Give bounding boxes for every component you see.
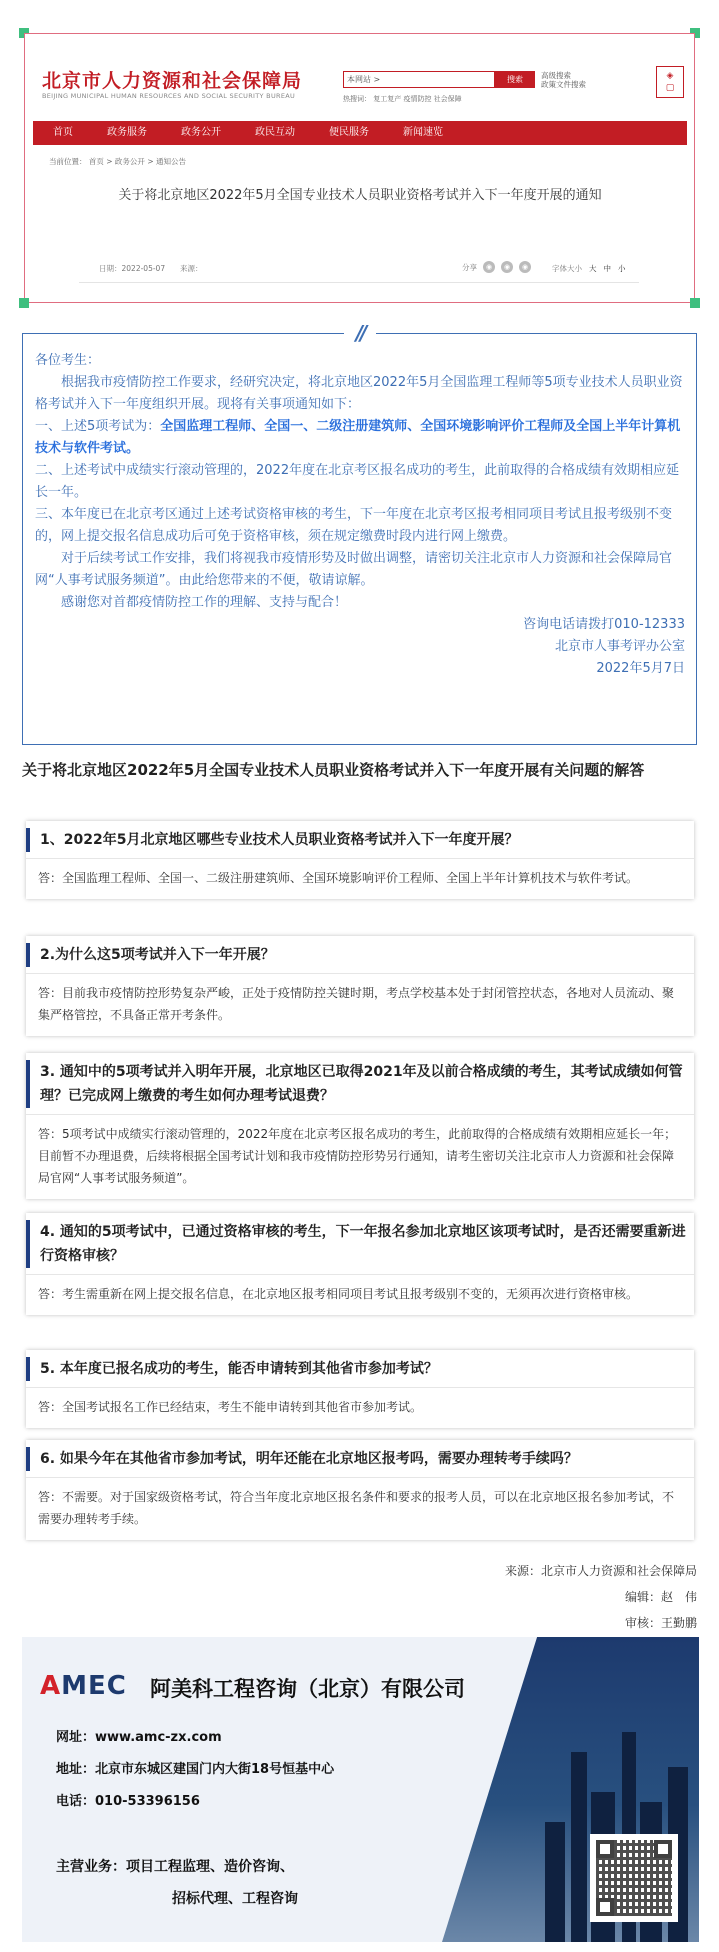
notice-box [22,333,697,745]
ad-business-line-1: 主营业务：项目工程监理、造价咨询、 [56,1859,294,1875]
article-title: 关于将北京地区2022年5月全国专业技术人员职业资格考试并入下一年度开展的通知 [118,188,602,203]
credit-reviewer: 审核：王勤鹏 [624,1616,697,1630]
notice-item-1 [35,416,685,460]
main-nav [33,121,687,145]
search-links [541,71,586,89]
qa-question: 3. 通知中的5项考试并入明年开展，北京地区已取得2021年及以前合格成绩的考生，其考试成绩如何管理？已完成网上缴费的考生如何办理考试退费？ [26,1060,694,1108]
weibo-share-icon[interactable]: ◉ [501,261,513,273]
font-medium-button[interactable]: 中 [603,264,611,273]
qa-card [26,936,694,1036]
credit-source: 来源：北京市人力资源和社会保障局 [504,1564,697,1578]
qa-card [26,1350,694,1428]
share-bar [462,261,531,273]
qa-question: 6. 如果今年在其他省市参加考试，明年还能在北京地区报考吗，需要办理转考手续吗？ [26,1447,694,1471]
qq-share-icon[interactable]: ◉ [519,261,531,273]
policy-search-link[interactable]: 政策文件搜索 [541,80,586,89]
article-date: 日期：2022-05-07 [99,264,166,273]
site-title: 北京市人力资源和社会保障局 [42,70,303,92]
slash-divider-icon: // [344,320,376,346]
notice-thanks: 感谢您对首都疫情防控工作的理解、支持与配合！ [61,595,348,610]
font-small-button[interactable]: 小 [618,264,626,273]
qa-answer: 答：不需要。对于国家级资格考试，符合当年度北京地区报名条件和要求的报考人员，可以在北京地区报名参加考试，不需要办理转考手续。 [38,1490,675,1526]
search-input[interactable]: 本网站 > [343,71,495,88]
notice-office: 北京市人事考评办公室 [554,639,685,654]
nav-home[interactable]: 首页 [53,127,73,138]
qa-card [26,821,694,899]
notice-item-1-lead: 一、上述5项考试为： [35,419,161,434]
qa-section-title: 关于将北京地区2022年5月全国专业技术人员职业资格考试并入下一年度开展有关问题的解答 [22,761,645,779]
ad-website: 网址：www.amc-zx.com [56,1730,222,1745]
qa-answer: 答：5项考试中成绩实行滚动管理的，2022年度在北京考区报名成功的考生，此前取得的合格成绩有效期相应延长一年；目前暂不办理退费，后续将根据全国考试计划和我市疫情防控形势另行通知，请考生密切关注北京市人力资源和社会保障局官网“人事考试服务频道”。 [38,1127,677,1185]
notice-date: 2022年5月7日 [596,661,685,676]
qa-answer: 答：考生需重新在网上提交报名信息，在北京地区报考相同项目考试且报考级别不变的，无须再次进行资格审核。 [38,1287,639,1301]
qa-answer: 答：全国监理工程师、全国一、二级注册建筑师、全国环境影响评价工程师、全国上半年计算机技术与软件考试。 [38,871,639,885]
qa-card [26,1440,694,1540]
notice-item-2: 二、上述考试中成绩实行滚动管理的，2022年度在北京考区报名成功的考生，此前取得的合格成绩有效期相应延长一年。 [35,463,680,500]
crop-handle-bottom-right [690,298,700,308]
search-button[interactable]: 搜索 [495,71,535,88]
qa-question: 4. 通知的5项考试中，已通过资格审核的考生，下一年报名参加北京地区该项考试时，是否还需要重新进行资格审核？ [26,1220,694,1268]
notice-paragraph: 根据我市疫情防控工作要求，经研究决定，将北京地区2022年5月全国监理工程师等5项专业技术人员职业资格考试并入下一年度组织开展。现将有关事项通知如下： [35,375,683,412]
ad-business-line-2: 招标代理、工程咨询 [172,1891,298,1907]
site-subtitle: BEIJING MUNICIPAL HUMAN RESOURCES AND SOCIAL SECURITY BUREAU [42,92,296,100]
article-source: 来源： [180,264,203,273]
wechat-share-icon[interactable]: ◉ [483,261,495,273]
ad-address: 地址：北京市东城区建国门内大街18号恒基中心 [56,1762,335,1777]
nav-services[interactable]: 政务服务 [107,127,147,138]
nav-disclosure[interactable]: 政务公开 [181,127,221,138]
notice-phone: 咨询电话请拨打010-12333 [523,617,685,632]
qa-answer: 答：目前我市疫情防控形势复杂严峻，正处于疫情防控关键时期，考点学校基本处于封闭管控状态，各地对人员流动、聚集严格管控，不具备正常开考条件。 [38,986,675,1022]
amec-logo: AMEC [40,1671,127,1701]
nav-public-service[interactable]: 便民服务 [329,127,369,138]
advanced-search-link[interactable]: 高级搜索 [541,71,571,80]
qa-card [26,1053,694,1199]
font-large-button[interactable]: 大 [589,264,597,273]
notice-item-3: 三、本年度已在北京考区通过上述考试资格审核的考生，下一年度在北京考区报考相同项目考试且报考级别不变的，网上提交报名信息成功后可免于资格审核，须在规定缴费时段内进行网上缴费。 [35,507,673,544]
hot-words: 热搜词： 复工复产 疫情防控 社会保障 [343,95,462,103]
notice-exam-list: 全国监理工程师、全国一、二级注册建筑师、全国环境影响评价工程师及全国上半年计算机技术与软件考试。 [35,419,681,456]
notice-greeting: 各位考生： [35,353,101,368]
font-size-label: 字体大小 [552,264,582,273]
notice-body [35,350,685,680]
qa-question: 1、2022年5月北京地区哪些专业技术人员职业资格考试并入下一年度开展？ [26,828,694,852]
ad-banner[interactable] [22,1637,699,1942]
ad-phone: 电话：010-53396156 [56,1794,200,1809]
ad-company-name: 阿美科工程咨询（北京）有限公司 [150,1677,465,1701]
qa-question: 5. 本年度已报名成功的考生，能否申请转到其他省市参加考试？ [26,1357,694,1381]
qa-answer: 答：全国考试报名工作已经结束，考生不能申请转到其他省市参加考试。 [38,1400,423,1414]
share-label: 分享 [462,262,477,272]
crop-handle-bottom-left [19,298,29,308]
font-size-control [552,263,626,274]
credit-editor: 编辑：赵 伟 [624,1590,697,1604]
divider [79,282,639,283]
notice-paragraph: 对于后续考试工作安排，我们将视我市疫情形势及时做出调整，请密切关注北京市人力资源和社会保障局官网“人事考试服务频道”。由此给您带来的不便，敬请谅解。 [35,551,673,588]
nav-news[interactable]: 新闻速览 [403,127,443,138]
breadcrumb: 当前位置： 首页 > 政务公开 > 通知公告 [49,157,186,166]
nav-interaction[interactable]: 政民互动 [255,127,295,138]
emblem-icon: ◈ ▢ [656,66,684,98]
qa-card [26,1213,694,1315]
qa-question: 2.为什么这5项考试并入下一年开展？ [26,943,694,967]
qr-code-icon [590,1834,678,1922]
website-screenshot [24,33,695,303]
